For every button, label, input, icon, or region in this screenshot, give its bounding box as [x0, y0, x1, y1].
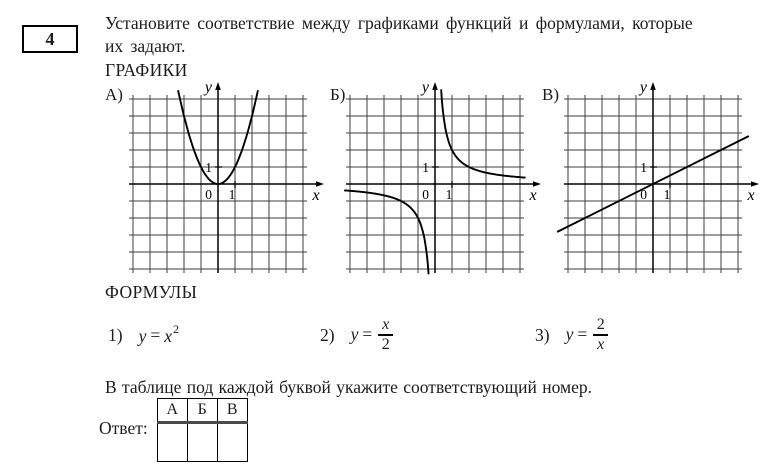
answer-table	[157, 398, 248, 462]
question-number: 4	[45, 28, 55, 49]
x-unit-label: 1	[228, 187, 236, 202]
formula-number: 2)	[320, 324, 335, 345]
prompt-line-1: Установите соответствие между графиками функций и формулами, которые	[105, 13, 693, 33]
origin-label: 0	[422, 187, 429, 202]
origin-label: 0	[205, 187, 212, 202]
x-axis-label: x	[312, 187, 320, 204]
y-axis-label: y	[421, 80, 429, 96]
question-number-box	[22, 25, 78, 53]
x-axis-label: x	[747, 187, 755, 204]
answer-header-v: В	[217, 399, 247, 423]
formula-expression: $y = x^2$	[138, 321, 180, 346]
answer-table-header-row	[157, 399, 247, 423]
answer-instruction: В таблице под каждой буквой укажите соответствующий номер.	[105, 377, 592, 397]
x-axis-label: x	[529, 187, 537, 204]
y-axis-arrow-icon	[650, 82, 656, 90]
graphs-heading: ГРАФИКИ	[105, 60, 188, 80]
y-unit-label: 1	[422, 160, 429, 175]
graph-figure-b	[330, 80, 542, 281]
graph-label-v: В)	[542, 85, 559, 104]
answer-cell-v[interactable]	[217, 423, 247, 462]
prompt-text	[105, 12, 775, 58]
formula-expression: y = $\frac{2}{x}$	[566, 317, 609, 354]
x-unit-label: 1	[663, 187, 671, 202]
x-axis-arrow-icon	[533, 181, 541, 187]
y-axis-arrow-icon	[215, 82, 221, 90]
question-content	[105, 12, 775, 398]
prompt-line-2: их задают.	[105, 36, 186, 56]
graph-canvas-line	[556, 80, 760, 280]
y-unit-label: 1	[205, 160, 212, 175]
y-axis-arrow-icon	[432, 82, 438, 90]
graph-label-b: Б)	[330, 85, 346, 104]
graph-canvas-parabola	[121, 80, 325, 280]
x-axis-arrow-icon	[316, 181, 324, 187]
y-axis-label: y	[204, 80, 212, 96]
answer-label: Ответ:	[99, 418, 148, 438]
y-axis-label: y	[639, 80, 647, 96]
x-unit-label: 1	[445, 187, 453, 202]
answer-table-input-row	[157, 423, 247, 462]
answer-cell-a[interactable]	[157, 423, 187, 462]
graphs-row	[105, 80, 775, 281]
formula-number: 3)	[535, 324, 550, 345]
answer-header-b: Б	[187, 399, 217, 423]
hyperbola-curve	[441, 90, 525, 178]
formula-item-2	[320, 307, 393, 363]
graph-figure-a	[105, 80, 330, 281]
answer-cell-b[interactable]	[187, 423, 217, 462]
graph-label-a: А)	[105, 85, 123, 104]
graph-canvas-hyperbola	[338, 80, 542, 280]
x-axis-arrow-icon	[751, 181, 759, 187]
answer-area	[99, 398, 248, 462]
formula-item-3	[535, 307, 608, 363]
formula-item-1	[108, 307, 178, 363]
formula-number: 1)	[108, 324, 123, 345]
formulas-heading: ФОРМУЛЫ	[105, 282, 198, 302]
answer-header-a: А	[157, 399, 187, 423]
formula-expression: y = $\frac{x}{2}$	[351, 317, 394, 354]
origin-label: 0	[640, 187, 647, 202]
graph-figure-v	[542, 80, 767, 281]
hyperbola-curve	[345, 190, 429, 273]
formulas-row	[105, 307, 775, 369]
y-unit-label: 1	[640, 160, 647, 175]
